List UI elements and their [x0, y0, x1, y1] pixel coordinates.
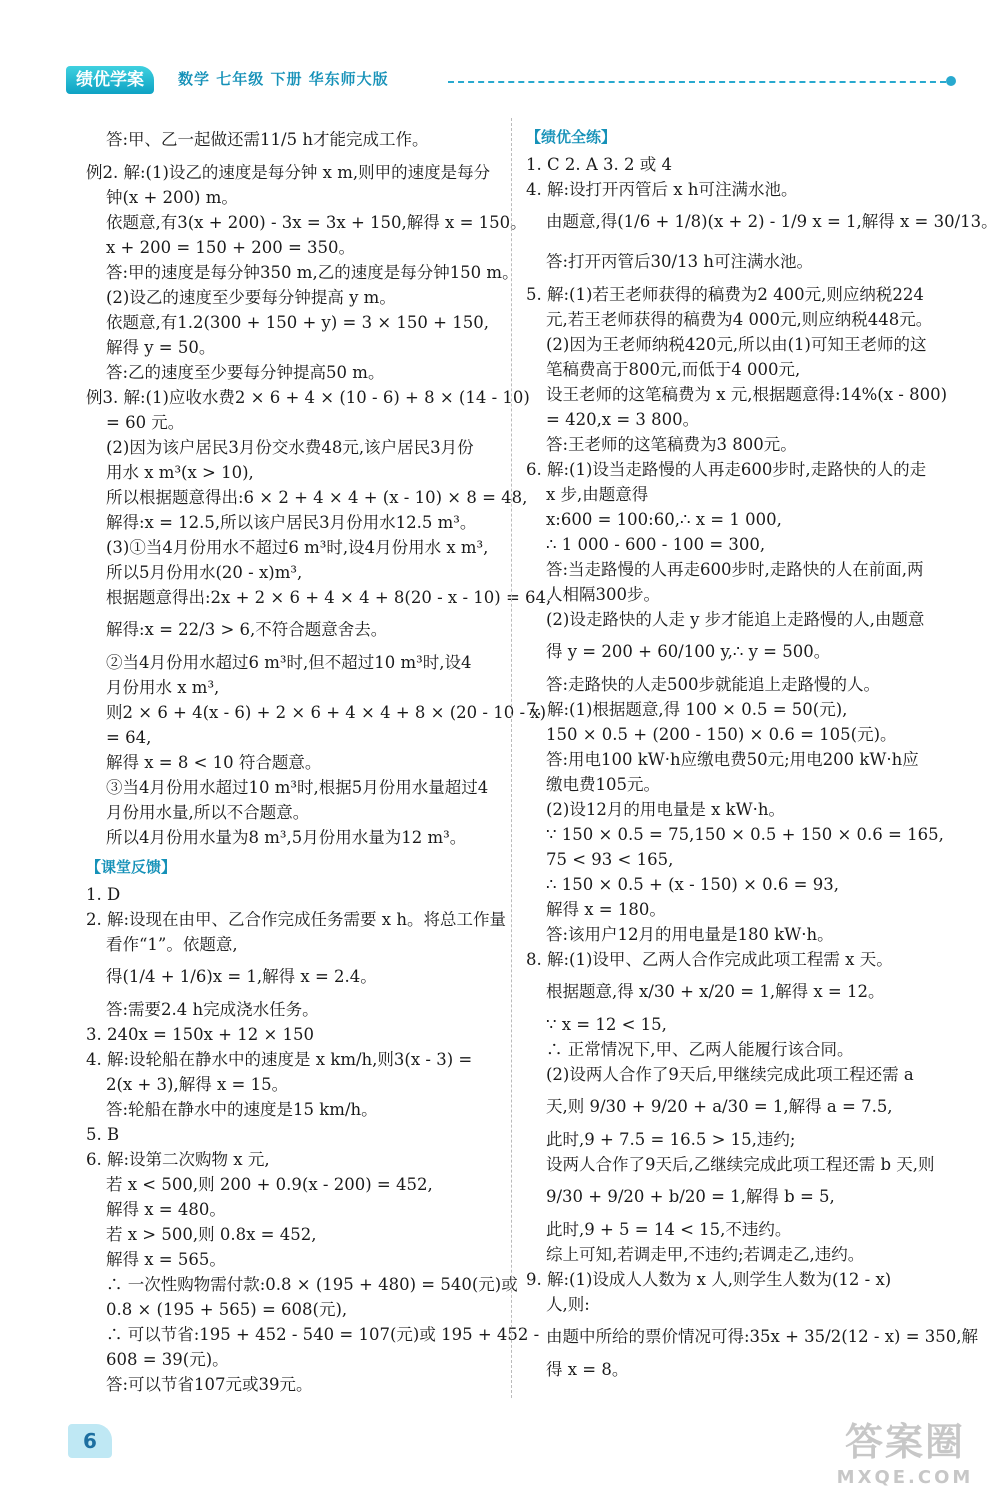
text-line: 答:打开丙管后30/13 h可注满水池。 — [546, 252, 813, 271]
text-line: = 60 元。 — [106, 413, 185, 432]
text-line: 150 × 0.5 + (200 - 150) × 0.6 = 105(元)。 — [546, 725, 897, 744]
text-line: 9. 解:(1)设成人人数为 x 人,则学生人数为(12 - x) — [526, 1270, 892, 1289]
header-dashed-line — [448, 81, 946, 83]
text-line: (2)因为王老师纳税420元,所以由(1)可知王老师的这 — [546, 335, 927, 354]
text-line: 2. 解:设现在由甲、乙合作完成任务需要 x h。将总工作量 — [86, 910, 506, 929]
text-line: 解得 x = 565。 — [106, 1250, 226, 1269]
text-line: (3)①当4月份用水不超过6 m³时,设4月份用水 x m³, — [106, 538, 489, 557]
text-line: ∴ 正常情况下,甲、乙两人能履行该合同。 — [546, 1040, 854, 1059]
text-line: ②当4月份用水超过6 m³时,但不超过10 m³时,设4 — [106, 653, 472, 672]
text-line: 4. 解:设轮船在静水中的速度是 x km/h,则3(x - 3) = — [86, 1050, 473, 1069]
watermark-url: MXQE.COM — [836, 1467, 974, 1488]
text-line: ∴ 150 × 0.5 + (x - 150) × 0.6 = 93, — [546, 875, 839, 894]
left-column — [86, 120, 552, 1397]
text-line: 此时,9 + 7.5 = 16.5 > 15,违约; — [546, 1130, 796, 1149]
text-line: 根据题意,得 x/30 + x/20 = 1,解得 x = 12。 — [546, 982, 885, 1001]
text-line: 此时,9 + 5 = 14 < 15,不违约。 — [546, 1220, 792, 1239]
text-line: 答:乙的速度至少要每分钟提高50 m。 — [106, 363, 385, 382]
text-line: 钟(x + 200) m。 — [106, 188, 238, 207]
text-line: 答:王老师的这笔稿费为3 800元。 — [546, 435, 797, 454]
text-line: 则2 × 6 + 4(x - 6) + 2 × 6 + 4 × 4 + 8 × (20 - 10 - x) — [106, 703, 547, 722]
book-info: 数学 七年级 下册 华东师大版 — [178, 70, 389, 88]
text-line: 笔稿费高于800元,而低于4 000元, — [546, 360, 801, 379]
text-line: 人相隔300步。 — [546, 585, 660, 604]
text-line: 所以根据题意得出:6 × 2 + 4 × 4 + (x - 10) × 8 = 48, — [106, 488, 528, 507]
text-line: 所以5月份用水(20 - x)m³, — [106, 563, 303, 582]
page-number: 6 — [68, 1424, 112, 1458]
text-line: 缴电费105元。 — [546, 775, 660, 794]
text-line: 由题中所给的票价情况可得:35x + 35/2(12 - x) = 350,解 — [546, 1327, 979, 1346]
text-line: 答:走路快的人走500步就能追上走路慢的人。 — [546, 675, 881, 694]
text-line: 3. 240x = 150x + 12 × 150 — [86, 1025, 315, 1044]
text-line: 设两人合作了9天后,乙继续完成此项工程还需 b 天,则 — [546, 1155, 935, 1174]
text-line: 答:需要2.4 h完成浇水任务。 — [106, 1000, 319, 1019]
right-column — [526, 120, 998, 1382]
text-line: (2)设两人合作了9天后,甲继续完成此项工程还需 a — [546, 1065, 914, 1084]
text-line: ∴ 一次性购物需付款:0.8 × (195 + 480) = 540(元)或 — [106, 1275, 518, 1294]
text-line: 答:甲的速度是每分钟350 m,乙的速度是每分钟150 m。 — [106, 263, 519, 282]
text-line: 用水 x m³(x > 10), — [106, 463, 254, 482]
text-line: 所以4月份用水量为8 m³,5月份用水量为12 m³。 — [106, 828, 467, 847]
text-line: 解得 y = 50。 — [106, 338, 216, 357]
text-line: 人,则: — [546, 1295, 590, 1314]
text-line: 5. B — [86, 1125, 120, 1144]
text-line: ∵ x = 12 < 15, — [546, 1015, 667, 1034]
text-line: (2)设走路快的人走 y 步才能追上走路慢的人,由题意 — [546, 610, 925, 629]
text-line: (2)设乙的速度至少要每分钟提高 y m。 — [106, 288, 396, 307]
text-line: 解得:x = 12.5,所以该户居民3月份用水12.5 m³。 — [106, 513, 477, 532]
text-line: 依题意,有1.2(300 + 150 + y) = 3 × 150 + 150, — [106, 313, 489, 332]
text-line: 根据题意得出:2x + 2 × 6 + 4 × 4 + 8(20 - x - 10) = 64, — [106, 588, 552, 607]
text-line: 天,则 9/30 + 9/20 + a/30 = 1,解得 a = 7.5, — [546, 1097, 893, 1116]
text-line: ∴ 1 000 - 600 - 100 = 300, — [546, 535, 766, 554]
text-line: 0.8 × (195 + 565) = 608(元), — [106, 1300, 348, 1319]
text-line: 解得 x = 180。 — [546, 900, 666, 919]
text-line: 看作“1”。依题意, — [106, 935, 238, 954]
section-heading: 【课堂反馈】 — [86, 858, 177, 876]
brand-logo: 绩优学案 — [66, 66, 154, 94]
text-line: x + 200 = 150 + 200 = 350。 — [106, 238, 356, 257]
text-line: 解得:x = 22/3 > 6,不符合题意舍去。 — [106, 620, 388, 639]
text-line: 若 x < 500,则 200 + 0.9(x - 200) = 452, — [106, 1175, 433, 1194]
watermark-logo: 答案圈 — [844, 1420, 965, 1464]
header-dot — [946, 76, 956, 86]
text-line: ∴ 可以节省:195 + 452 - 540 = 107(元)或 195 + 452 - — [106, 1325, 540, 1344]
text-line: ③当4月份用水超过10 m³时,根据5月份用水量超过4 — [106, 778, 489, 797]
text-line: 得 y = 200 + 60/100 y,∴ y = 500。 — [546, 642, 831, 661]
text-line: = 420,x = 3 800。 — [546, 410, 700, 429]
text-line: 7. 解:(1)根据题意,得 100 × 0.5 = 50(元), — [526, 700, 848, 719]
text-line: 答:用电100 kW·h应缴电费50元;用电200 kW·h应 — [546, 750, 919, 769]
text-line: 综上可知,若调走甲,不违约;若调走乙,违约。 — [546, 1245, 865, 1264]
text-line: 答:轮船在静水中的速度是15 km/h。 — [106, 1100, 378, 1119]
text-line: 608 = 39(元)。 — [106, 1350, 229, 1369]
text-line: 4. 解:设打开丙管后 x h可注满水池。 — [526, 180, 798, 199]
section-heading: 【绩优全练】 — [526, 128, 617, 146]
text-line: 月份用水 x m³, — [106, 678, 220, 697]
text-line: (2)设12月的用电量是 x kW·h。 — [546, 800, 785, 819]
text-line: 例3. 解:(1)应收水费2 × 6 + 4 × (10 - 6) + 8 × (14 - 10) — [86, 388, 530, 407]
text-line: 答:当走路慢的人再走600步时,走路快的人在前面,两 — [546, 560, 924, 579]
text-line: 得(1/4 + 1/6)x = 1,解得 x = 2.4。 — [106, 967, 377, 986]
text-line: 解得 x = 8 < 10 符合题意。 — [106, 753, 322, 772]
text-line: 例2. 解:(1)设乙的速度是每分钟 x m,则甲的速度是每分 — [86, 163, 491, 182]
text-line: 9/30 + 9/20 + b/20 = 1,解得 b = 5, — [546, 1187, 835, 1206]
text-line: 答:甲、乙一起做还需11/5 h才能完成工作。 — [106, 130, 429, 149]
text-line: 答:该用户12月的用电量是180 kW·h。 — [546, 925, 834, 944]
text-line: x:600 = 100:60,∴ x = 1 000, — [546, 510, 782, 529]
text-line: 1. C 2. A 3. 2 或 4 — [526, 155, 672, 174]
text-line: 解得 x = 480。 — [106, 1200, 226, 1219]
text-line: 1. D — [86, 885, 121, 904]
text-line: x 步,由题意得 — [546, 485, 649, 504]
text-line: 若 x > 500,则 0.8x = 452, — [106, 1225, 317, 1244]
text-line: 元,若王老师获得的稿费为4 000元,则应纳税448元。 — [546, 310, 933, 329]
text-line: 设王老师的这笔稿费为 x 元,根据题意得:14%(x - 800) — [546, 385, 948, 404]
text-line: 2(x + 3),解得 x = 15。 — [106, 1075, 289, 1094]
watermark — [820, 1418, 990, 1498]
text-line: (2)因为该户居民3月份交水费48元,该户居民3月份 — [106, 438, 474, 457]
text-line: 6. 解:设第二次购物 x 元, — [86, 1150, 270, 1169]
page-header — [66, 66, 956, 96]
text-line: 5. 解:(1)若王老师获得的稿费为2 400元,则应纳税224 — [526, 285, 924, 304]
text-line: 8. 解:(1)设甲、乙两人合作完成此项工程需 x 天。 — [526, 950, 893, 969]
text-line: 答:可以节省107元或39元。 — [106, 1375, 313, 1394]
text-line: 得 x = 8。 — [546, 1360, 629, 1379]
text-line: 由题意,得(1/6 + 1/8)(x + 2) - 1/9 x = 1,解得 x = 30/13。 — [546, 212, 998, 231]
text-line: = 64, — [106, 728, 152, 747]
text-line: 6. 解:(1)设当走路慢的人再走600步时,走路快的人的走 — [526, 460, 927, 479]
text-line: 75 < 93 < 165, — [546, 850, 674, 869]
text-line: 月份用水量,所以不合题意。 — [106, 803, 310, 822]
column-divider — [511, 118, 512, 1398]
text-line: 依题意,有3(x + 200) - 3x = 3x + 150,解得 x = 150。 — [106, 213, 527, 232]
text-line: ∵ 150 × 0.5 = 75,150 × 0.5 + 150 × 0.6 = 165, — [546, 825, 944, 844]
